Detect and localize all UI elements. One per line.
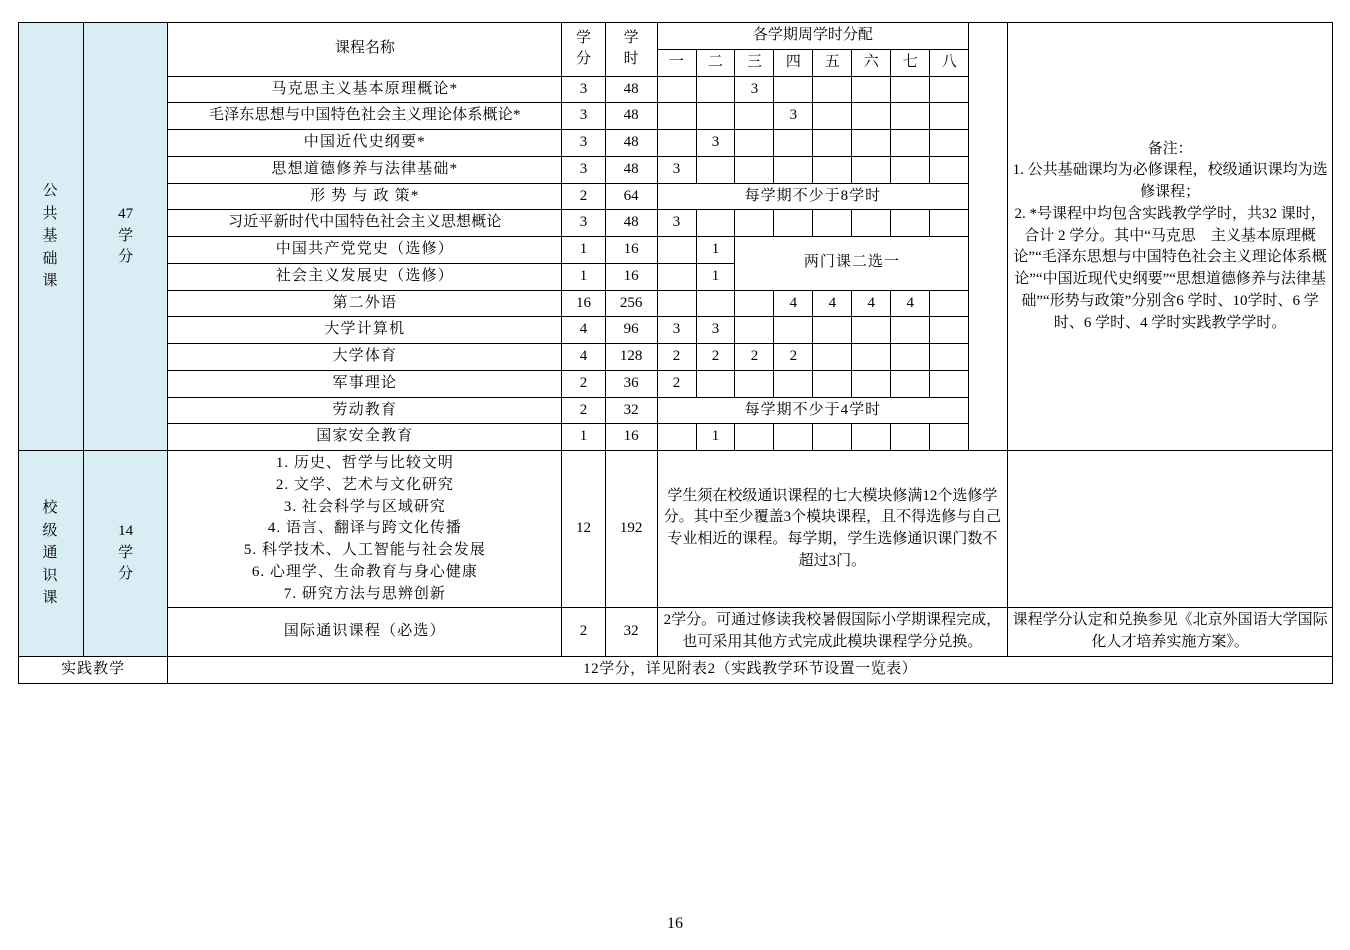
term-cell: 2 bbox=[696, 344, 735, 371]
header-term-8: 八 bbox=[930, 49, 969, 76]
spacer-column bbox=[969, 23, 1008, 451]
term-cell bbox=[774, 156, 813, 183]
course-credit: 1 bbox=[562, 237, 605, 264]
header-course-name: 课程名称 bbox=[168, 23, 562, 77]
category-public-credit: 47 学 分 bbox=[83, 23, 167, 451]
course-hours: 36 bbox=[605, 370, 657, 397]
term-cell bbox=[774, 210, 813, 237]
curriculum-table bbox=[18, 22, 1333, 684]
term-cell bbox=[735, 424, 774, 451]
course-credit: 2 bbox=[562, 397, 605, 424]
international-note: 课程学分认定和兑换参见《北京外国语大学国际化人才培养实施方案》。 bbox=[1008, 608, 1333, 657]
term-cell bbox=[735, 103, 774, 130]
course-name: 社会主义发展史（选修） bbox=[168, 263, 562, 290]
course-name: 思想道德修养与法律基础* bbox=[168, 156, 562, 183]
general-module-list bbox=[168, 451, 562, 608]
course-name: 马克思主义基本原理概论* bbox=[168, 76, 562, 103]
header-term-4: 四 bbox=[774, 49, 813, 76]
table-row-general-modules bbox=[19, 451, 1333, 608]
header-term-5: 五 bbox=[813, 49, 852, 76]
term-cell bbox=[813, 344, 852, 371]
term-cell: 2 bbox=[774, 344, 813, 371]
list-item: 4. 语言、翻译与跨文化传播 bbox=[267, 520, 462, 537]
term-cell: 2 bbox=[657, 370, 696, 397]
header-term-6: 六 bbox=[852, 49, 891, 76]
term-cell: 4 bbox=[891, 290, 930, 317]
term-cell bbox=[696, 370, 735, 397]
term-cell: 3 bbox=[696, 317, 735, 344]
course-name: 国际通识课程（必选） bbox=[168, 608, 562, 657]
term-cell bbox=[930, 317, 969, 344]
course-credit: 1 bbox=[562, 263, 605, 290]
term-cell bbox=[813, 76, 852, 103]
course-name: 习近平新时代中国特色社会主义思想概论 bbox=[168, 210, 562, 237]
term-cell bbox=[930, 344, 969, 371]
term-cell bbox=[657, 263, 696, 290]
list-item: 5. 科学技术、人工智能与社会发展 bbox=[243, 542, 486, 558]
term-cell bbox=[852, 130, 891, 157]
course-credit: 3 bbox=[562, 210, 605, 237]
course-hours: 16 bbox=[605, 263, 657, 290]
practice-teaching-text: 12学分，详见附表2（实践教学环节设置一览表） bbox=[168, 656, 1333, 683]
term-cell bbox=[852, 370, 891, 397]
note-line-3: 2. *号课程中均包含实践教学学时，共32 课时，合计 2 学分。其中“马克思 主义基本原理概论”“毛泽东思想与中国特色社会主义理论体系概论”“中国近现代史纲要”“思想道德修养与法律基础”“形势与政策”分别含6 学时、10学时、6 学时、6 学时、4 学时实践教学学时。 bbox=[1013, 205, 1327, 331]
course-hours: 48 bbox=[605, 130, 657, 157]
term-cell bbox=[852, 424, 891, 451]
course-name: 国家安全教育 bbox=[168, 424, 562, 451]
header-term-3: 三 bbox=[735, 49, 774, 76]
term-cell: 3 bbox=[657, 210, 696, 237]
term-cell bbox=[930, 290, 969, 317]
term-cell bbox=[891, 103, 930, 130]
term-cell bbox=[774, 130, 813, 157]
term-merged-note: 每学期不少于4学时 bbox=[657, 397, 969, 424]
course-hours: 16 bbox=[605, 237, 657, 264]
course-credit: 3 bbox=[562, 103, 605, 130]
term-cell: 4 bbox=[813, 290, 852, 317]
course-name: 毛泽东思想与中国特色社会主义理论体系概论* bbox=[168, 103, 562, 130]
term-cell bbox=[891, 76, 930, 103]
course-credit: 3 bbox=[562, 76, 605, 103]
category-practice-teaching: 实践教学 bbox=[19, 656, 168, 683]
header-hours: 学 时 bbox=[605, 23, 657, 77]
term-cell bbox=[891, 370, 930, 397]
term-merged-note: 每学期不少于8学时 bbox=[657, 183, 969, 210]
list-item: 1. 历史、哲学与比较文明 bbox=[275, 455, 454, 471]
table-row-practice bbox=[19, 656, 1333, 683]
term-cell bbox=[813, 424, 852, 451]
term-cell: 3 bbox=[657, 317, 696, 344]
term-cell: 3 bbox=[774, 103, 813, 130]
term-cell bbox=[657, 76, 696, 103]
term-cell bbox=[774, 424, 813, 451]
general-credit-value: 12 bbox=[562, 451, 605, 608]
list-item: 3. 社会科学与区域研究 bbox=[283, 498, 446, 515]
course-name: 劳动教育 bbox=[168, 397, 562, 424]
international-description: 2学分。可通过修读我校暑假国际小学期课程完成，也可采用其他方式完成此模块课程学分兑换。 bbox=[657, 608, 1008, 657]
course-credit: 4 bbox=[562, 317, 605, 344]
term-cell bbox=[891, 344, 930, 371]
term-cell bbox=[852, 103, 891, 130]
course-hours: 64 bbox=[605, 183, 657, 210]
course-hours: 128 bbox=[605, 344, 657, 371]
course-hours: 32 bbox=[605, 608, 657, 657]
term-cell bbox=[852, 210, 891, 237]
term-cell bbox=[735, 317, 774, 344]
general-description: 学生须在校级通识课程的七大模块修满12个选修学分。其中至少覆盖3个模块课程，且不得选修与自己专业相近的课程。每学期，学生选修通识课门数不超过3门。 bbox=[657, 451, 1008, 608]
header-term-7: 七 bbox=[891, 49, 930, 76]
term-cell bbox=[930, 130, 969, 157]
term-cell: 1 bbox=[696, 424, 735, 451]
term-cell bbox=[813, 370, 852, 397]
term-cell bbox=[657, 424, 696, 451]
course-name: 大学计算机 bbox=[168, 317, 562, 344]
term-cell bbox=[774, 317, 813, 344]
list-item: 7. 研究方法与思辨创新 bbox=[283, 585, 446, 602]
term-cell bbox=[930, 424, 969, 451]
term-cell bbox=[735, 290, 774, 317]
term-cell bbox=[852, 156, 891, 183]
term-cell bbox=[657, 130, 696, 157]
course-hours: 48 bbox=[605, 156, 657, 183]
term-cell bbox=[930, 76, 969, 103]
term-cell bbox=[774, 370, 813, 397]
term-cell: 3 bbox=[696, 130, 735, 157]
course-credit: 2 bbox=[562, 370, 605, 397]
term-cell: 2 bbox=[735, 344, 774, 371]
term-cell bbox=[891, 130, 930, 157]
page-number: 16 bbox=[667, 915, 683, 932]
term-cell bbox=[852, 76, 891, 103]
category-general-credit: 14 学 分 bbox=[83, 451, 167, 657]
course-hours: 96 bbox=[605, 317, 657, 344]
term-cell bbox=[657, 290, 696, 317]
public-basic-note bbox=[1008, 23, 1333, 451]
term-cell: 3 bbox=[735, 76, 774, 103]
course-hours: 48 bbox=[605, 76, 657, 103]
term-cell bbox=[696, 210, 735, 237]
term-cell bbox=[657, 237, 696, 264]
term-cell: 2 bbox=[657, 344, 696, 371]
term-cell: 4 bbox=[852, 290, 891, 317]
term-cell bbox=[813, 317, 852, 344]
term-cell bbox=[930, 210, 969, 237]
course-name: 形 势 与 政 策* bbox=[168, 183, 562, 210]
term-cell bbox=[696, 290, 735, 317]
term-cell bbox=[657, 103, 696, 130]
term-cell bbox=[930, 103, 969, 130]
course-hours: 256 bbox=[605, 290, 657, 317]
course-name: 中国近代史纲要* bbox=[168, 130, 562, 157]
term-cell: 4 bbox=[774, 290, 813, 317]
curriculum-table-page bbox=[18, 22, 1333, 684]
course-credit: 2 bbox=[562, 183, 605, 210]
term-cell bbox=[891, 156, 930, 183]
term-cell bbox=[735, 370, 774, 397]
header-credit: 学 分 bbox=[562, 23, 605, 77]
course-credit: 1 bbox=[562, 424, 605, 451]
course-hours: 16 bbox=[605, 424, 657, 451]
term-cell bbox=[735, 130, 774, 157]
term-cell bbox=[813, 103, 852, 130]
course-hours: 48 bbox=[605, 103, 657, 130]
course-credit: 4 bbox=[562, 344, 605, 371]
term-cell bbox=[930, 370, 969, 397]
term-cell bbox=[696, 103, 735, 130]
term-cell: 3 bbox=[657, 156, 696, 183]
note-line-2: 1. 公共基础课均为必修课程，校级通识课均为选修课程； bbox=[1012, 162, 1328, 201]
course-credit: 16 bbox=[562, 290, 605, 317]
header-term-1: 一 bbox=[657, 49, 696, 76]
term-cell bbox=[735, 156, 774, 183]
course-credit: 2 bbox=[562, 608, 605, 657]
term-cell bbox=[930, 156, 969, 183]
term-cell bbox=[852, 317, 891, 344]
course-name: 第二外语 bbox=[168, 290, 562, 317]
term-cell bbox=[774, 76, 813, 103]
term-cell bbox=[696, 76, 735, 103]
term-merged-note: 两门课二选一 bbox=[735, 237, 969, 291]
list-item: 2. 文学、艺术与文化研究 bbox=[275, 476, 454, 493]
course-hours: 48 bbox=[605, 210, 657, 237]
table-row-international bbox=[19, 608, 1333, 657]
general-note-empty bbox=[1008, 451, 1333, 608]
header-term-2: 二 bbox=[696, 49, 735, 76]
course-name: 大学体育 bbox=[168, 344, 562, 371]
term-cell bbox=[891, 424, 930, 451]
course-credit: 3 bbox=[562, 156, 605, 183]
term-cell bbox=[735, 210, 774, 237]
general-hours-value: 192 bbox=[605, 451, 657, 608]
term-cell: 1 bbox=[696, 237, 735, 264]
note-line-1: 备注： bbox=[1147, 140, 1193, 157]
course-hours: 32 bbox=[605, 397, 657, 424]
header-term-distribution: 各学期周学时分配 bbox=[657, 23, 969, 50]
term-cell bbox=[696, 156, 735, 183]
term-cell bbox=[891, 210, 930, 237]
course-name: 中国共产党党史（选修） bbox=[168, 237, 562, 264]
term-cell bbox=[852, 344, 891, 371]
course-credit: 3 bbox=[562, 130, 605, 157]
course-name: 军事理论 bbox=[168, 370, 562, 397]
table-header-row-1 bbox=[19, 23, 1333, 50]
term-cell bbox=[891, 317, 930, 344]
term-cell bbox=[813, 210, 852, 237]
term-cell bbox=[813, 130, 852, 157]
list-item: 6. 心理学、生命教育与身心健康 bbox=[251, 563, 478, 580]
category-public-basic: 公 共 基 础 课 bbox=[19, 23, 84, 451]
category-general-education: 校 级 通 识 课 bbox=[19, 451, 84, 657]
term-cell bbox=[813, 156, 852, 183]
term-cell: 1 bbox=[696, 263, 735, 290]
